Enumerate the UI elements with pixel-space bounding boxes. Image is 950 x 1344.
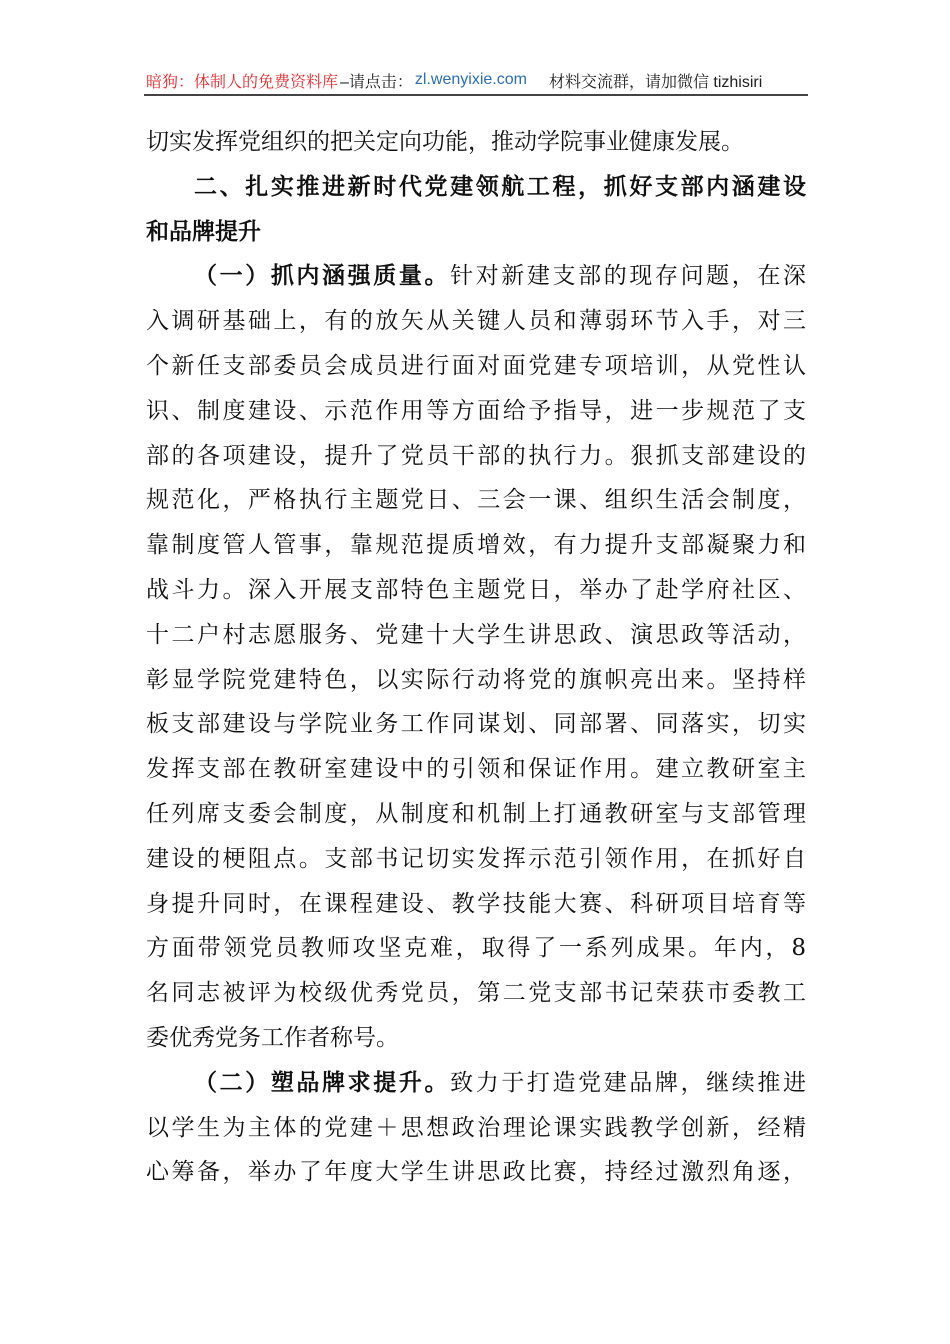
subheading: （一）抓内涵强质量。 [194,263,451,290]
header-contact: 材料交流群，请加微信 tizhisiri [548,73,763,91]
text-line: 以学生为主体的党建＋思想政治理论课实践教学创新，经精 [146,1114,806,1141]
header-prompt: –请点击： [340,73,413,91]
paragraph-first-line: （一）抓内涵强质量。针对新建支部的现存问题，在深 [194,263,807,290]
header-link[interactable]: zl.wenyixie.com [414,71,527,88]
text-line: 心筹备，举办了年度大学生讲思政比赛，持经过激烈角逐， [146,1159,806,1186]
watermark-header [146,68,806,92]
subheading: （二）塑品牌求提升。 [194,1069,451,1096]
document-body [146,120,806,1195]
text-line: 个新任支部委员会成员进行面对面党建专项培训，从党性认 [146,352,806,379]
text-line: 靠制度管人管事，靠规范提质增效，有力提升支部凝聚力和 [146,532,806,559]
text-line: 部的各项建设，提升了党员干部的执行力。狠抓支部建设的 [146,442,806,469]
text-line: 切实发挥党组织的把关定向功能，推动学院事业健康发展。 [146,129,744,155]
text-line: 十二户村志愿服务、党建十大学生讲思政、演思政等活动， [146,621,806,648]
text-line: 身提升同时，在课程建设、教学技能大赛、科研项目培育等 [146,890,806,917]
text-line: 任列席支委会制度，从制度和机制上打通教研室与支部管理 [146,800,806,827]
text-line: 委优秀党务工作者称号。 [146,1024,399,1051]
text-line: 彰显学院党建特色，以实际行动将党的旗帜亮出来。坚持样 [146,666,806,693]
text-line: 板支部建设与学院业务工作同谋划、同部署、同落实，切实 [146,711,806,738]
text-line: 方面带领党员教师攻坚克难，取得了一系列成果。年内，8 [146,935,806,962]
section-heading-line: 二、扎实推进新时代党建领航工程，抓好支部内涵建设 [194,173,806,200]
text-line: 识、制度建设、示范作用等方面给予指导，进一步规范了支 [146,397,806,424]
text-line: 建设的梗阻点。支部书记切实发挥示范引领作用，在抓好自 [146,845,806,872]
text-line: 名同志被评为校级优秀党员，第二党支部书记荣获市委教工 [146,980,806,1007]
text-line: 入调研基础上，有的放矢从关键人员和薄弱环节入手，对三 [146,308,806,335]
text-line: 发挥支部在教研室建设中的引领和保证作用。建立教研室主 [146,756,806,783]
header-site-name: 暗狗：体制人的免费资料库 [146,73,339,91]
text-line: 战斗力。深入开展支部特色主题党日，举办了赴学府社区、 [146,576,806,603]
text-line: 规范化，严格执行主题党日、三会一课、组织生活会制度， [146,487,806,514]
paragraph-first-line: （二）塑品牌求提升。致力于打造党建品牌，继续推进 [194,1069,807,1096]
header-divider [144,94,808,96]
section-heading-line: 和品牌提升 [146,218,261,245]
